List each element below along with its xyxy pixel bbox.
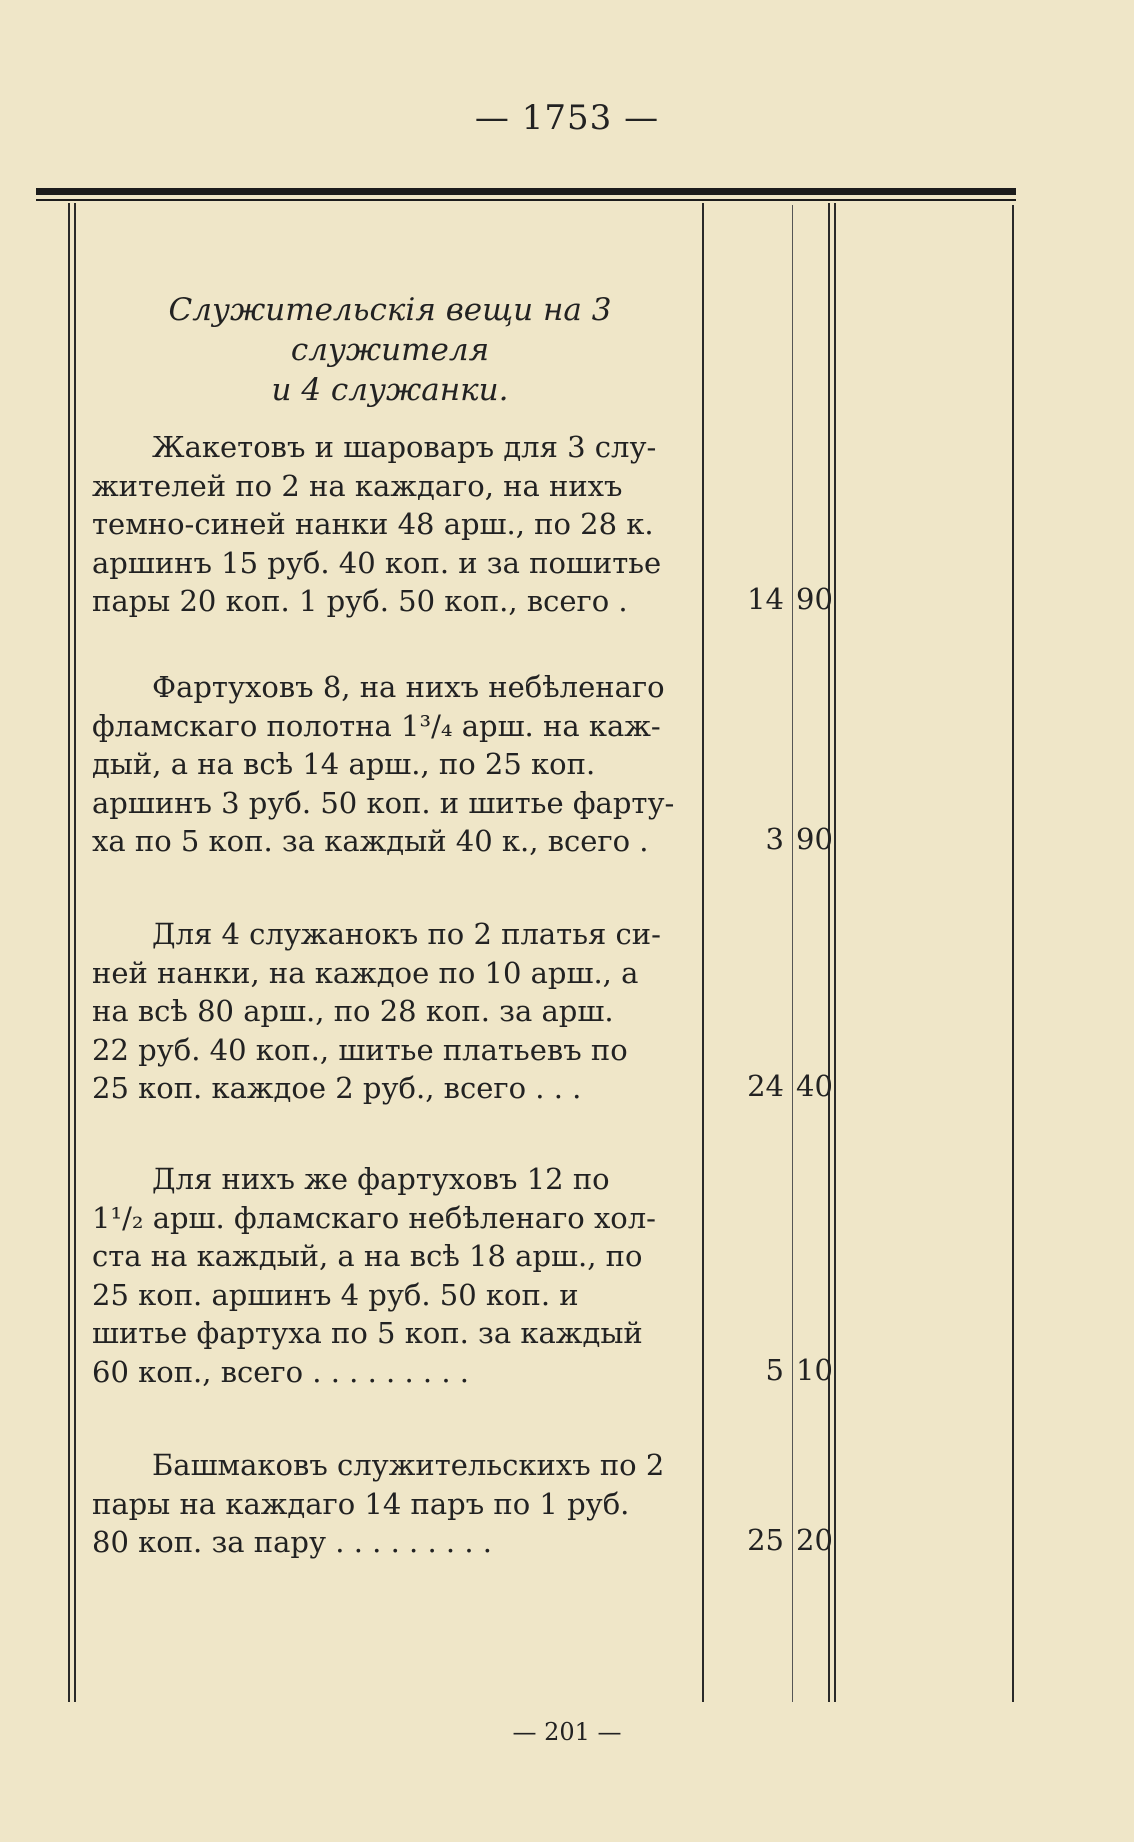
entry-line: 25 коп. каждое 2 руб., всего . . . [92, 1071, 582, 1105]
entry-line: 25 коп. аршинъ 4 руб. 50 коп. и [92, 1277, 579, 1312]
column-border-right [828, 203, 830, 1702]
column-border-left [68, 203, 70, 1702]
entry-line: ней нанки, на каждое по 10 арш., а [92, 955, 639, 990]
entry-line: 60 коп., всего . . . . . . . . . [92, 1354, 469, 1389]
entry-aprons [92, 668, 682, 861]
section-title-line1: Служительскія вещи на 3 служителя [168, 292, 612, 368]
entry-line: дый, а на всѣ 14 арш., по 25 коп. [92, 747, 596, 781]
column-border-kopeks [792, 205, 793, 1702]
amount-kopeks: 40 [796, 1069, 833, 1103]
column-border-right-inner [834, 203, 836, 1702]
page-number-footer: — 201 — [512, 1718, 622, 1746]
entry-line: темно-синей нанки 48 арш., по 28 к. [92, 507, 654, 541]
entry-line: на всѣ 80 арш., по 28 коп. за арш. [92, 994, 614, 1028]
entry-shoes [92, 1446, 682, 1562]
entry-line: пары на каждаго 14 паръ по 1 руб. [92, 1486, 630, 1521]
amount-rubles: 5 [765, 1353, 784, 1387]
entry-line: ха по 5 коп. за каждый 40 к., всего . [92, 824, 649, 858]
entry-line: пары 20 коп. 1 руб. 50 коп., всего . [92, 584, 628, 618]
entry-line: ста на каждый, а на всѣ 18 арш., по [92, 1239, 643, 1273]
column-border-left-inner [74, 203, 76, 1702]
amount-rubles: 25 [747, 1523, 784, 1557]
entry-line: шитье фартуха по 5 коп. за каждый [92, 1316, 643, 1350]
entry-line: Для 4 служанокъ по 2 платья си- [152, 917, 661, 951]
amount-rubles: 24 [747, 1069, 784, 1103]
section-heading [90, 290, 690, 410]
entry-line: фламскаго полотна 1³/₄ арш. на каж- [92, 708, 661, 743]
column-border-far-right [1012, 205, 1014, 1702]
entry-jackets [92, 428, 682, 621]
amount-kopeks: 10 [796, 1353, 833, 1387]
amount-kopeks: 90 [796, 582, 833, 616]
entry-maid-dresses [92, 915, 682, 1108]
amount-kopeks: 20 [796, 1523, 833, 1557]
entry-line: аршинъ 15 руб. 40 коп. и за пошитье [92, 545, 662, 580]
entry-line: 80 коп. за пару . . . . . . . . . [92, 1525, 492, 1559]
section-title-line2: и 4 служанки. [271, 372, 509, 408]
entry-line: жителей по 2 на каждаго, на нихъ [92, 468, 623, 503]
amount-rubles: 14 [747, 582, 784, 616]
amount-kopeks: 90 [796, 822, 833, 856]
column-border-rubles [702, 203, 704, 1702]
entry-line: Для нихъ же фартуховъ 12 по [152, 1162, 610, 1196]
top-rule-thin [36, 199, 1016, 201]
entry-line: 22 руб. 40 коп., шитье платьевъ по [92, 1032, 628, 1067]
entry-maid-aprons [92, 1160, 682, 1391]
entry-line: аршинъ 3 руб. 50 коп. и шитье фарту- [92, 785, 675, 820]
page-number-header: — 1753 — [474, 98, 660, 138]
amount-rubles: 3 [765, 822, 784, 856]
entry-line: Башмаковъ служительскихъ по 2 [152, 1448, 665, 1482]
entry-line: Жакетовъ и шароваръ для 3 слу- [152, 430, 657, 464]
entry-line: Фартуховъ 8, на нихъ небѣленаго [152, 670, 665, 704]
top-rule [36, 188, 1016, 195]
entry-line: 1¹/₂ арш. фламскаго небѣленаго хол- [92, 1200, 656, 1235]
